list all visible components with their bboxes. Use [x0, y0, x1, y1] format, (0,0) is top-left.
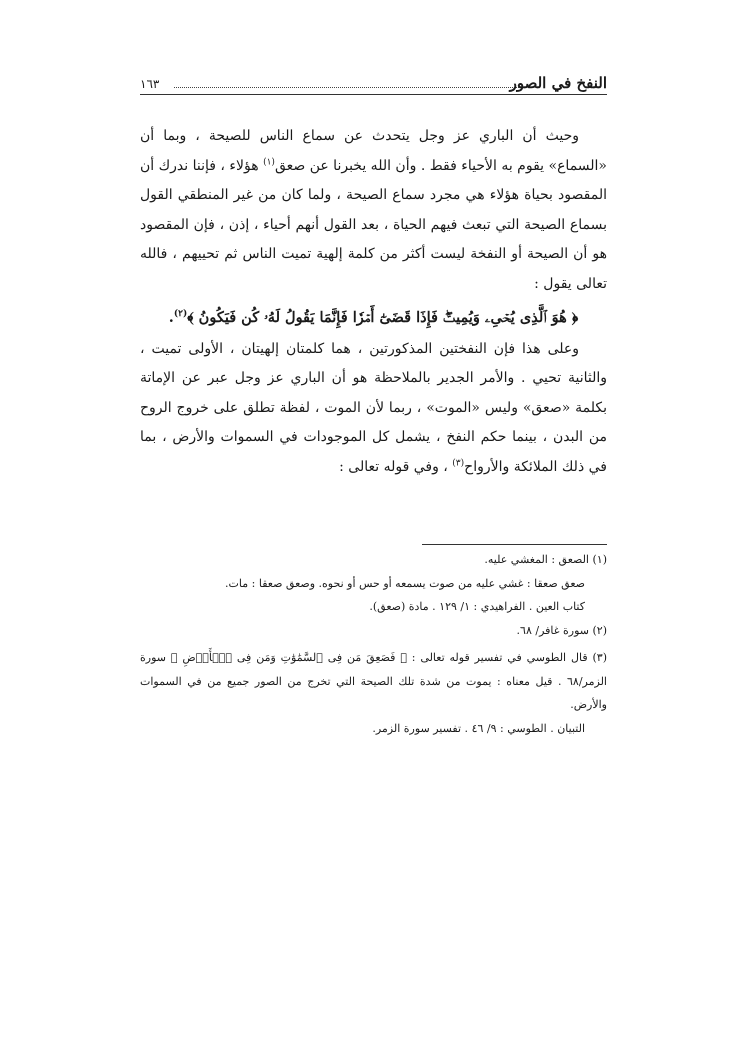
paragraph-1-text-cont: هؤلاء ، فإننا ندرك أن المقصود بحياة هؤلاء هي مجرد سماع الصيحة ، ولما كان من غير المنطقي القول بسماع الصيحة التي تبعث فيهم الحياة ، بعد القول أنهم أحياء ، إذن ، فإن المقصود هو أن الصيحة أو النفخة ليست أكثر من كلمة إلهية تميت الناس ثم تحييهم ، فالله تعالى يقول :	[140, 157, 607, 292]
footnote-3-source: التبيان . الطوسي : ٩/ ٤٦ . تفسير سورة الزمر.	[372, 721, 585, 735]
paragraph-1	[140, 122, 607, 300]
quran-verse: ﴿ هُوَ ٱلَّذِى يُحۡىِۦ وَيُمِيتُۖ فَإِذَا قَضَىٰٓ أَمۡرٗا فَإِنَّمَا يَقُولُ لَهُۥ كُن فَيَكُونُ ﴾$^{(٢)}$.	[168, 308, 579, 326]
footnote-1: (١) الصعق : المغشي عليه.	[484, 553, 607, 566]
footnote-2: (٢) سورة غافر/ ٦٨.	[516, 623, 607, 637]
paragraph-2	[140, 335, 607, 483]
footnotes	[140, 548, 607, 740]
main-text	[140, 122, 607, 483]
running-header	[140, 66, 607, 95]
footnote-separator	[422, 544, 607, 545]
book-title: النفخ في الصور	[509, 74, 607, 92]
footnote-ref-3: (٣)	[452, 458, 465, 469]
page-number: ١٦٣	[140, 77, 160, 91]
verse-text: ﴿ هُوَ ٱلَّذِى يُحۡىِۦ وَيُمِيتُۖ فَإِذَا قَضَىٰٓ أَمۡرٗا فَإِنَّمَا يَقُولُ لَهُۥ كُن فَيَكُونُ ﴾	[187, 308, 579, 326]
footnote-3: (٣) قال الطوسي في تفسير قوله تعالى : ﴿ فَصَعِقَ مَن فِى ٱلسَّمَٰوَٰتِ وَمَن فِى ٱلۡأَرۡضِ ﴾ سورة الزمر/٦٨ . قيل معناه : يموت من شدة تلك الصيحة التي تخرج من الصور جميع من في السموات والأرض.	[140, 651, 607, 711]
footnote-1-definition: صعق صعقا : غشي عليه من صوت يسمعه أو حس أو نحوه. وصعق صعقا : مات.	[225, 576, 585, 590]
footnote-ref-2: (٢)	[173, 308, 188, 319]
paragraph-1-text: وحيث أن الباري عز وجل يتحدث عن سماع الناس للصيحة ، وبما أن «السماع» يقوم به الأحياء فقط . وأن الله يخبرنا عن صعق	[140, 128, 607, 174]
footnote-1-source: كتاب العين . الفراهيدي : ١/ ١٢٩ . مادة (صعق).	[369, 600, 585, 613]
paragraph-2-text-cont: ، وفي قوله تعالى :	[339, 458, 453, 475]
header-leader-dots	[174, 87, 525, 88]
footnote-ref-1: (١)	[263, 156, 275, 167]
paragraph-2-text: وعلى هذا فإن النفختين المذكورتين ، هما كلمتان إلهيتان ، الأولى تميت ، والثانية تحيي . والأمر الجدير بالملاحظة هو أن الباري عز وجل عبر عن الإماتة بكلمة «صعق» وليس «الموت» ، ربما لأن الموت ، لفظة تطلق على خروج الروح من البدن ، بينما حكم النفخ ، يشمل كل الموجودات في السموات والأرض ، بما في ذلك الملائكة والأرواح	[140, 340, 607, 475]
